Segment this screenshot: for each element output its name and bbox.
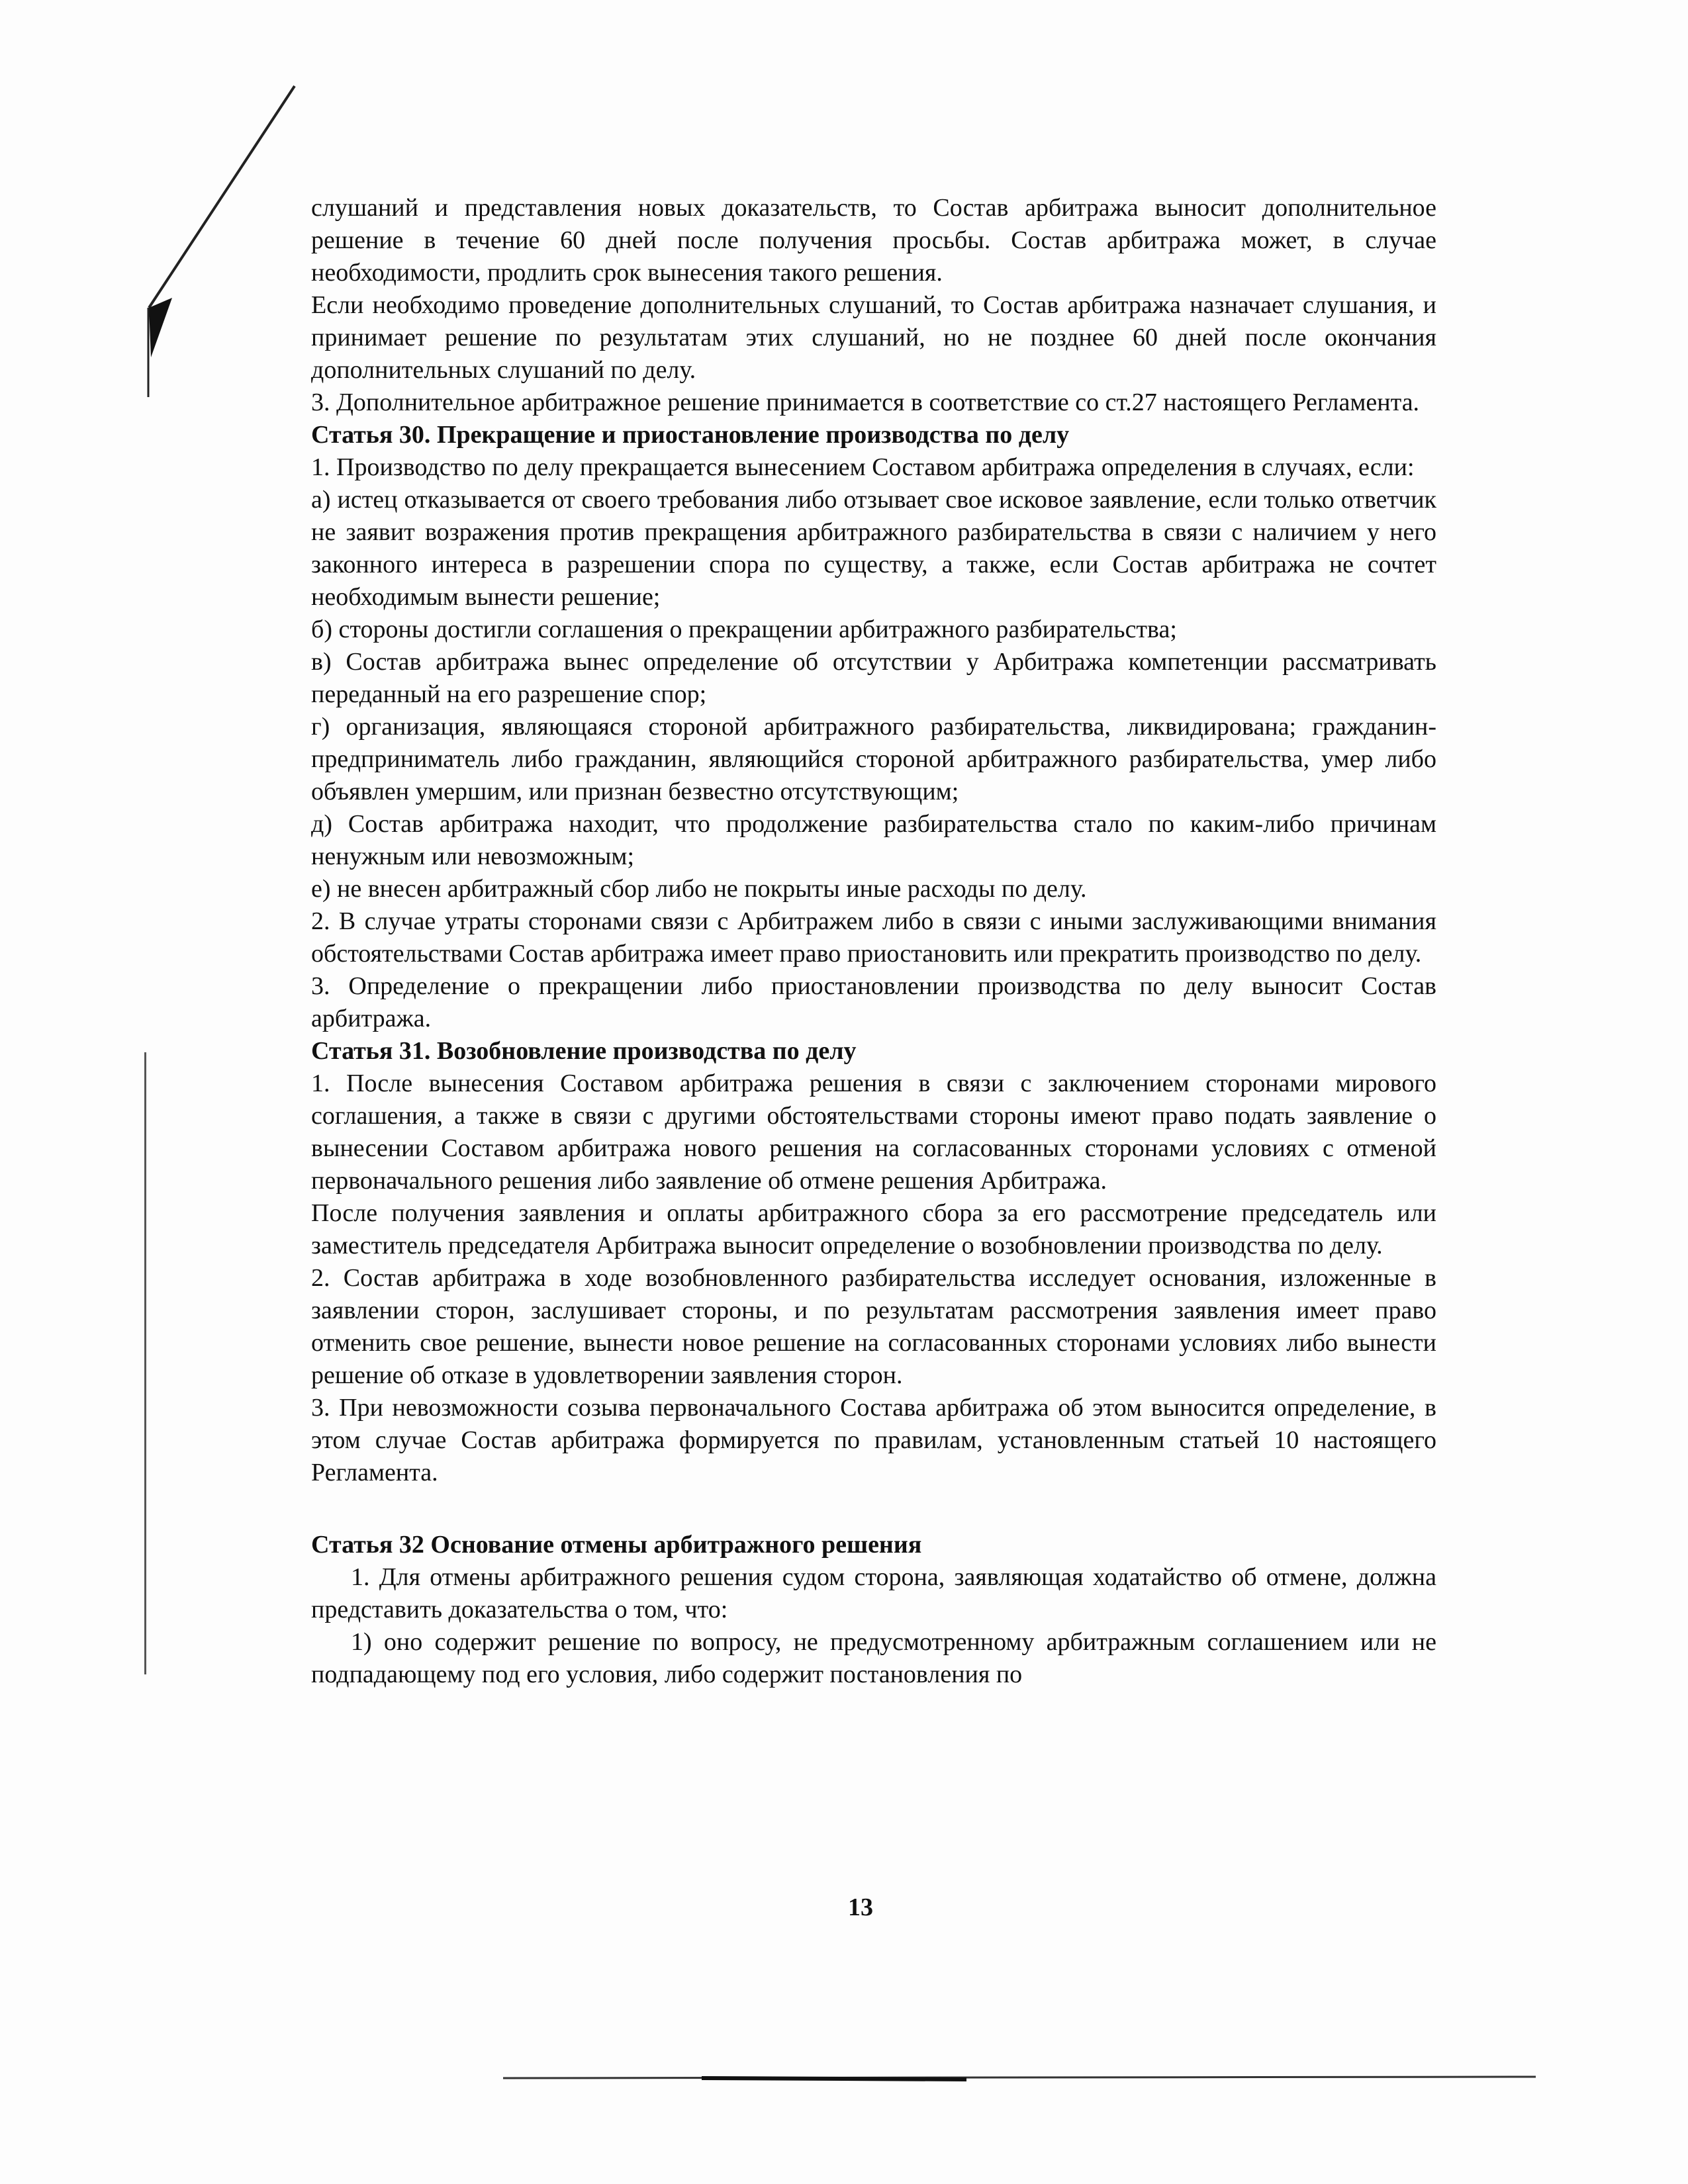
list-item-30-b: б) стороны достигли соглашения о прекращении арбитражного разбирательства; — [311, 615, 1177, 643]
heading-article-32: Статья 32 Основание отмены арбитражного решения — [311, 1531, 922, 1559]
list-item-30-a: а) истец отказывается от своего требования либо отзывает свое исковое заявление, если только ответчик не заявит возражения против прекращения арбитражного разбирательства в связи с наличием у него законного интереса в разрешении спора по существу, а также, если Состав арбитража не сочтет необходимым вынести решение; — [311, 486, 1436, 611]
list-item-30-e: е) не внесен арбитражный сбор либо не покрыты иные расходы по делу. — [311, 875, 1087, 903]
paragraph-additional-hearings: Если необходимо проведение дополнительных слушаний, то Состав арбитража назначает слушания, и принимает решение по результатам этих слушаний, но не позднее 60 дней после окончания дополнительных слушаний по делу. — [311, 291, 1436, 384]
paragraph-30-3: 3. Определение о прекращении либо приостановлении производства по делу выносит Состав арбитража. — [311, 972, 1436, 1032]
paragraph-additional-decision-article-27: 3. Дополнительное арбитражное решение принимается в соответствие со ст.27 настоящего Регламента. — [311, 388, 1420, 416]
margin-line — [144, 1052, 146, 1674]
list-item-30-d: д) Состав арбитража находит, что продолжение разбирательства стало по каким-либо причинам ненужным или невозможным; — [311, 810, 1436, 870]
paragraph-30-1: 1. Производство по делу прекращается вынесением Составом арбитража определения в случаях, если: — [311, 453, 1415, 481]
list-item-30-g: г) организация, являющаяся стороной арбитражного разбирательства, ликвидирована; гражданин-предприниматель либо гражданин, являющийся стороной арбитражного разбирательства, умер либо объявлен умершим, или признан безвестно отсутствующим; — [311, 713, 1436, 805]
heading-article-31: Статья 31. Возобновление производства по делу — [311, 1037, 857, 1065]
pen-stroke-mark — [132, 79, 305, 410]
paragraph-31-1: 1. После вынесения Составом арбитража решения в связи с заключением сторонами мирового соглашения, а также в связи с другими обстоятельствами стороны имеют право подать заявление о вынесении Составом арбитража нового решения на согласованных сторонами условиях с отменой первоначального решения либо заявление об отмене решения Арбитража. — [311, 1069, 1436, 1195]
paragraph-31-1-cont: После получения заявления и оплаты арбитражного сбора за его рассмотрение председатель или заместитель председателя Арбитража выносит определение о возобновлении производства по делу. — [311, 1199, 1436, 1259]
paragraph-hearings-additional-decision: слушаний и представления новых доказательств, то Состав арбитража выносит дополнительное решение в течение 60 дней после получения просьбы. Состав арбитража может, в случае необходимости, продлить срок вынесения такого решения. — [311, 194, 1436, 287]
paragraph-30-2: 2. В случае утраты сторонами связи с Арбитражем либо в связи с иными заслуживающими внимания обстоятельствами Состав арбитража имеет право приостановить или прекратить производство по делу. — [311, 907, 1436, 968]
list-item-30-v: в) Состав арбитража вынес определение об отсутствии у Арбитража компетенции рассматривать переданный на его разрешение спор; — [311, 648, 1436, 708]
heading-article-30: Статья 30. Прекращение и приостановление производства по делу — [311, 421, 1070, 449]
document-body — [311, 192, 1436, 1691]
list-item-32-1-1: 1) оно содержит решение по вопросу, не предусмотренному арбитражным соглашением или не подпадающему под его условия, либо содержит постановления по — [311, 1628, 1436, 1688]
bottom-smudge-line — [503, 2071, 1536, 2085]
paragraph-31-2: 2. Состав арбитража в ходе возобновленного разбирательства исследует основания, изложенные в заявлении сторон, заслушивает стороны, и по результатам рассмотрения заявления имеет право отменить свое решение, вынести новое решение на согласованных сторонами условиях либо вынести решение об отказе в удовлетворении заявления сторон. — [311, 1264, 1436, 1389]
paragraph-32-1: 1. Для отмены арбитражного решения судом сторона, заявляющая ходатайство об отмене, должна представить доказательства о том, что: — [311, 1563, 1436, 1623]
page-number: 13 — [848, 1893, 873, 1921]
paragraph-31-3: 3. При невозможности созыва первоначального Состава арбитража об этом выносится определение, в этом случае Состав арбитража формируется по правилам, установленным статьей 10 настоящего Регламента. — [311, 1394, 1436, 1486]
